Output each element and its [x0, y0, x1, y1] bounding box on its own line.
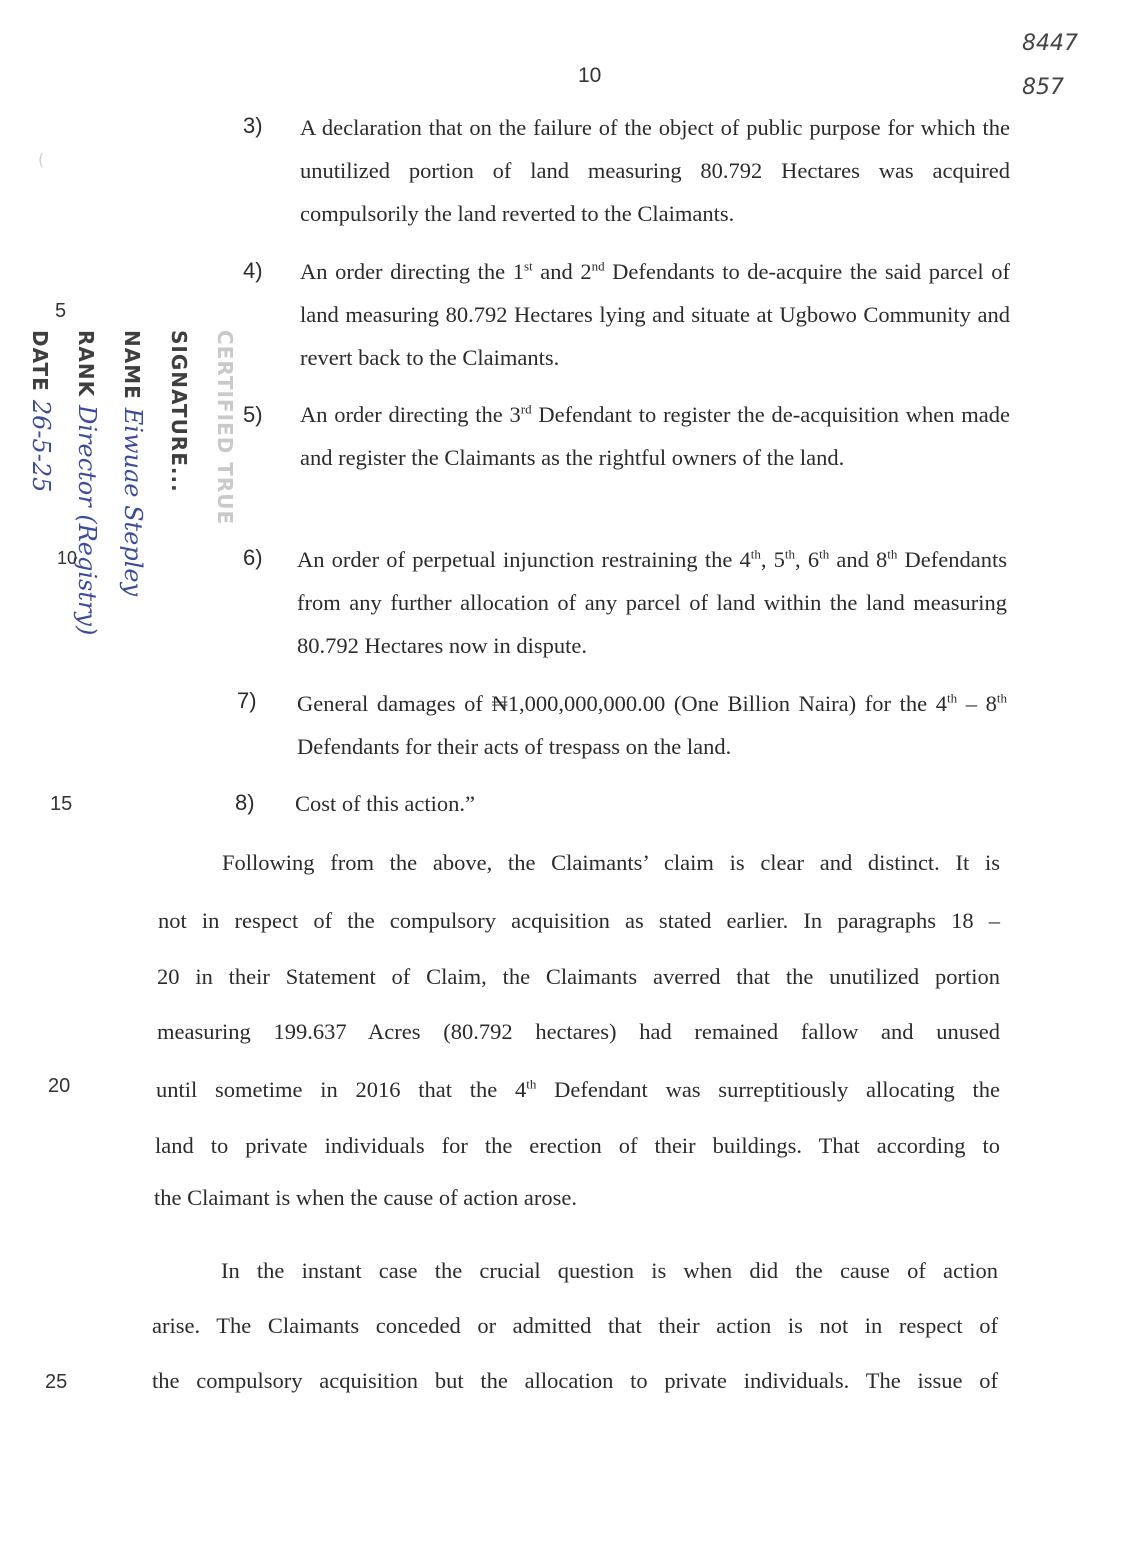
handwritten-bottom: 857	[1022, 75, 1064, 100]
paragraph2-line-1: In the instant case the crucial question is when did the cause of action	[221, 1258, 998, 1283]
line-number-10: 10	[57, 548, 78, 568]
item-number-5: 5)	[243, 402, 263, 427]
stamp-date-value: 26-5-25	[27, 399, 55, 493]
item-number-4: 4)	[243, 258, 263, 283]
stamp-name-label: NAME	[120, 330, 144, 400]
item-text-3: A declaration that on the failure of the object of public purpose for which the unutilized portion of land measuring 80.792 Hectares was acquired compulsorily the land reverted to the Claimants.	[300, 115, 1010, 226]
item-text-4: An order directing the 1st and 2nd Defendants to de-acquire the said parcel of land measuring 80.792 Hectares lying and situate at Ugbowo Community and revert back to the Claimants.	[300, 258, 1010, 370]
item-text-5: An order directing the 3rd Defendant to register the de-acquisition when made and register the Claimants as the rightful owners of the land.	[300, 401, 1010, 470]
item-text-8: Cost of this action.”	[295, 791, 475, 816]
paragraph1-line-5: until sometime in 2016 that the 4th Defendant was surreptitiously allocating the	[156, 1076, 1001, 1102]
scan-shadow: (	[38, 150, 45, 169]
item-number-6: 6)	[243, 545, 263, 570]
stamp-rank-label: RANK	[74, 330, 98, 398]
item-number-3: 3)	[243, 113, 263, 138]
stamp-name-value: Eiwuae Stepley	[119, 407, 147, 597]
stamp-rank-value: Director (Registry)	[73, 405, 101, 636]
certified-true-copy-stamp	[8, 330, 278, 710]
item-number-7: 7)	[237, 688, 257, 713]
item-text-7: General damages of ₦1,000,000,000.00 (One Billion Naira) for the 4th – 8th Defendants for their acts of trespass on the land.	[297, 690, 1007, 759]
item-text-6: An order of perpetual injunction restraining the 4th, 5th, 6th and 8th Defendants from any further allocation of any parcel of land within the land measuring 80.792 Hectares now in dispute.	[297, 546, 1008, 658]
stamp-signature-row	[156, 330, 202, 710]
handwritten-annotation	[1022, 22, 1078, 110]
stamp-rank-row	[64, 330, 110, 710]
line-number-15: 15	[50, 793, 73, 815]
line-number-5: 5	[55, 300, 67, 322]
stamp-signature-label: SIGNATURE...	[167, 330, 191, 493]
stamp-title: CERTIFIED TRUE	[213, 330, 237, 526]
line-number-25: 25	[45, 1371, 68, 1393]
paragraph1-line-3: 20 in their Statement of Claim, the Claimants averred that the unutilized portion	[157, 964, 1000, 989]
line-number-20: 20	[48, 1075, 71, 1097]
paragraph1-line-4: measuring 199.637 Acres (80.792 hectares) had remained fallow and unused	[157, 1019, 1000, 1044]
item-number-8: 8)	[235, 790, 255, 815]
paragraph1-line-1: Following from the above, the Claimants’ claim is clear and distinct. It is	[222, 850, 1000, 875]
stamp-date-row	[18, 330, 64, 710]
handwritten-top: 8447	[1022, 31, 1078, 56]
stamp-name-row	[110, 330, 156, 710]
page-number: 10	[578, 64, 602, 87]
paragraph1-line-6: land to private individuals for the erection of their buildings. That according to	[155, 1133, 1000, 1158]
stamp-date-label: DATE	[28, 330, 52, 392]
paragraph2-line-3: the compulsory acquisition but the allocation to private individuals. The issue of	[152, 1368, 998, 1393]
paragraph1-line-2: not in respect of the compulsory acquisition as stated earlier. In paragraphs 18 –	[158, 908, 1000, 933]
paragraph2-line-2: arise. The Claimants conceded or admitted that their action is not in respect of	[152, 1313, 998, 1338]
paragraph1-line-7: the Claimant is when the cause of action arose.	[154, 1185, 577, 1210]
